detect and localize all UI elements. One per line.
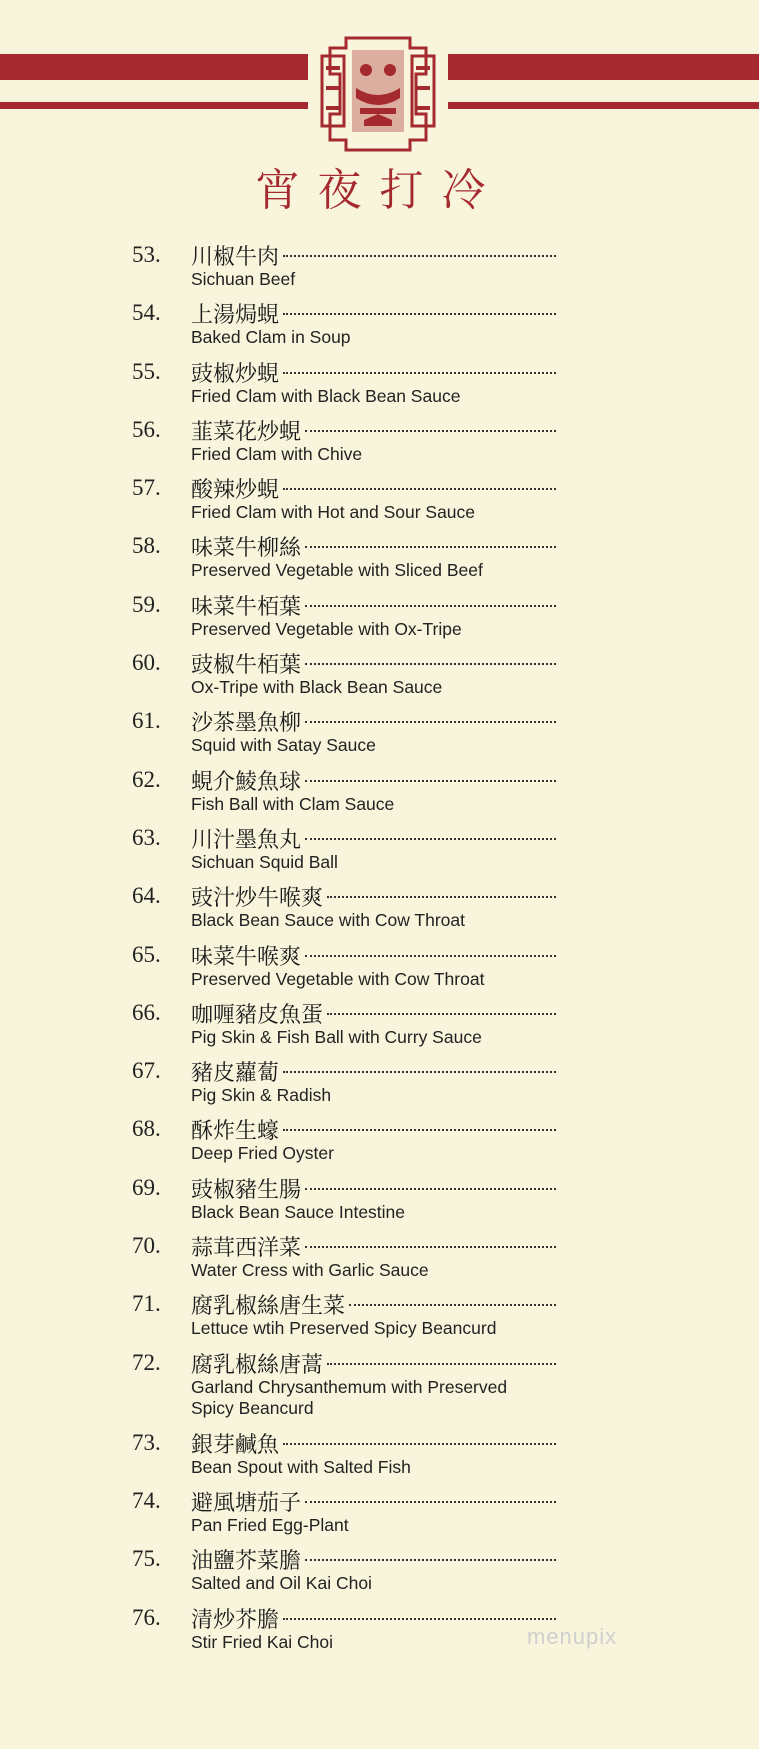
menu-item <box>0 353 759 411</box>
item-number: 66. <box>132 999 161 1025</box>
item-chinese-name: 上湯焗蜆 <box>191 303 280 329</box>
dot-leader <box>283 313 556 315</box>
dot-leader <box>305 605 556 607</box>
item-english-name: Stir Fried Kai Choi <box>191 1631 333 1652</box>
menu-list <box>0 236 759 1657</box>
item-chinese-name: 味菜牛喉爽 <box>191 944 302 970</box>
item-number: 62. <box>132 766 161 792</box>
menu-item <box>0 1169 759 1227</box>
item-chinese-name: 酥炸生蠔 <box>191 1119 280 1145</box>
menu-item <box>0 819 759 877</box>
item-english-name: Pig Skin & Radish <box>191 1085 332 1106</box>
item-chinese-name: 避風塘茄子 <box>191 1490 302 1516</box>
menu-item <box>0 1052 759 1110</box>
item-number: 75. <box>132 1546 161 1572</box>
dot-leader <box>305 430 556 432</box>
item-number: 74. <box>132 1487 161 1513</box>
item-english-name: Fried Clam with Black Bean Sauce <box>191 385 461 406</box>
dot-leader <box>283 488 556 490</box>
item-chinese-name: 銀芽鹹魚 <box>191 1432 280 1458</box>
item-number: 64. <box>132 883 161 909</box>
item-chinese-name: 腐乳椒絲唐生菜 <box>191 1294 346 1320</box>
item-english-name: Preserved Vegetable with Cow Throat <box>191 968 485 989</box>
item-chinese-name: 味菜牛栢葉 <box>191 594 302 620</box>
item-chinese-name: 味菜牛柳絲 <box>191 536 302 562</box>
item-number: 58. <box>132 533 161 559</box>
item-english-name: Ox-Tripe with Black Bean Sauce <box>191 677 443 698</box>
menu-item <box>0 294 759 352</box>
item-english-name: Garland Chrysanthemum with Preserved <box>191 1376 508 1397</box>
menu-item <box>0 1227 759 1285</box>
item-english-name: Black Bean Sauce with Cow Throat <box>191 910 465 931</box>
dot-leader <box>283 1443 556 1445</box>
dot-leader <box>305 780 556 782</box>
dot-leader <box>283 1071 556 1073</box>
dot-leader <box>305 955 556 957</box>
menu-item <box>0 1424 759 1482</box>
item-english-name: Bean Spout with Salted Fish <box>191 1456 411 1477</box>
dot-leader <box>305 663 556 665</box>
dot-leader <box>305 721 556 723</box>
menu-item <box>0 411 759 469</box>
dot-leader <box>305 838 556 840</box>
item-number: 70. <box>132 1233 161 1259</box>
item-number: 53. <box>132 242 161 267</box>
item-english-name: Deep Fried Oyster <box>191 1143 334 1164</box>
item-chinese-name: 豬皮蘿蔔 <box>191 1061 280 1087</box>
item-chinese-name: 川汁墨魚丸 <box>191 827 302 853</box>
item-chinese-name: 沙茶墨魚柳 <box>191 711 302 737</box>
item-english-name: Sichuan Squid Ball <box>191 851 338 872</box>
item-number: 76. <box>132 1604 161 1630</box>
menu-item <box>0 1285 759 1343</box>
item-english-name: Pan Fried Egg-Plant <box>191 1514 349 1535</box>
item-chinese-name: 蒜茸西洋菜 <box>191 1236 302 1262</box>
menu-item <box>0 586 759 644</box>
bronze-vessel-emblem-icon <box>316 30 440 152</box>
item-chinese-name: 豉椒炒蜆 <box>191 361 280 387</box>
item-english-name: Sichuan Beef <box>191 269 296 289</box>
menu-item <box>0 994 759 1052</box>
dot-leader <box>305 1559 556 1561</box>
item-chinese-name: 豉汁炒牛喉爽 <box>191 886 324 912</box>
item-english-name: Squid with Satay Sauce <box>191 735 376 756</box>
item-chinese-name: 豉椒豬生腸 <box>191 1177 302 1203</box>
item-chinese-name: 川椒牛肉 <box>191 245 280 270</box>
item-english-name-line2: Spicy Beancurd <box>191 1397 314 1418</box>
menu-item <box>0 527 759 585</box>
item-english-name: Water Cress with Garlic Sauce <box>191 1260 429 1281</box>
item-english-name: Fish Ball with Clam Sauce <box>191 793 395 814</box>
item-english-name: Black Bean Sauce Intestine <box>191 1201 406 1222</box>
item-chinese-name: 酸辣炒蜆 <box>191 478 280 504</box>
item-english-name: Fried Clam with Hot and Sour Sauce <box>191 502 476 523</box>
item-number: 69. <box>132 1174 161 1200</box>
dot-leader <box>305 546 556 548</box>
section-title: 宵夜打冷 <box>255 165 504 216</box>
item-number: 60. <box>132 650 161 676</box>
item-number: 68. <box>132 1116 161 1142</box>
item-chinese-name: 豉椒牛栢葉 <box>191 653 302 679</box>
item-english-name: Preserved Vegetable with Sliced Beef <box>191 560 483 581</box>
menu-item <box>0 702 759 760</box>
dot-leader <box>283 372 556 374</box>
dot-leader <box>283 1129 556 1131</box>
menu-item <box>0 1110 759 1168</box>
dot-leader <box>305 1188 556 1190</box>
item-number: 65. <box>132 941 161 967</box>
menu-item <box>0 761 759 819</box>
dot-leader <box>349 1304 556 1306</box>
dot-leader <box>283 255 556 257</box>
item-number: 73. <box>132 1429 161 1455</box>
menu-item <box>0 644 759 702</box>
item-chinese-name: 蜆介鯪魚球 <box>191 769 302 795</box>
menu-item <box>0 1599 759 1657</box>
item-number: 57. <box>132 475 161 501</box>
item-english-name: Fried Clam with Chive <box>191 443 363 464</box>
item-chinese-name: 咖喱豬皮魚蛋 <box>191 1002 324 1028</box>
menu-item <box>0 236 759 294</box>
item-number: 59. <box>132 591 161 617</box>
item-english-name: Baked Clam in Soup <box>191 327 351 348</box>
item-chinese-name: 韮菜花炒蜆 <box>191 419 302 445</box>
menu-item <box>0 469 759 527</box>
dot-leader <box>327 1013 556 1015</box>
item-number: 71. <box>132 1291 161 1317</box>
dot-leader <box>327 896 556 898</box>
dot-leader <box>305 1501 556 1503</box>
item-english-name: Salted and Oil Kai Choi <box>191 1573 372 1594</box>
dot-leader <box>283 1618 556 1620</box>
menu-item <box>0 1482 759 1540</box>
item-english-name: Preserved Vegetable with Ox-Tripe <box>191 618 462 639</box>
item-english-name: Lettuce wtih Preserved Spicy Beancurd <box>191 1318 497 1339</box>
item-chinese-name: 腐乳椒絲唐蒿 <box>191 1352 324 1378</box>
watermark: menupix <box>527 1624 618 1649</box>
dot-leader <box>327 1363 556 1365</box>
item-number: 56. <box>132 416 161 442</box>
item-number: 61. <box>132 708 161 734</box>
item-number: 54. <box>132 300 161 326</box>
item-chinese-name: 油鹽芥菜膽 <box>191 1549 302 1575</box>
menu-item <box>0 1540 759 1598</box>
item-number: 67. <box>132 1058 161 1084</box>
item-number: 55. <box>132 358 161 384</box>
item-number: 63. <box>132 824 161 850</box>
menu-item <box>0 936 759 994</box>
item-chinese-name: 清炒芥膽 <box>191 1607 280 1633</box>
item-english-name: Pig Skin & Fish Ball with Curry Sauce <box>191 1026 482 1047</box>
dot-leader <box>305 1246 556 1248</box>
item-number: 72. <box>132 1349 161 1375</box>
menu-item <box>0 1344 759 1424</box>
menu-item <box>0 877 759 935</box>
